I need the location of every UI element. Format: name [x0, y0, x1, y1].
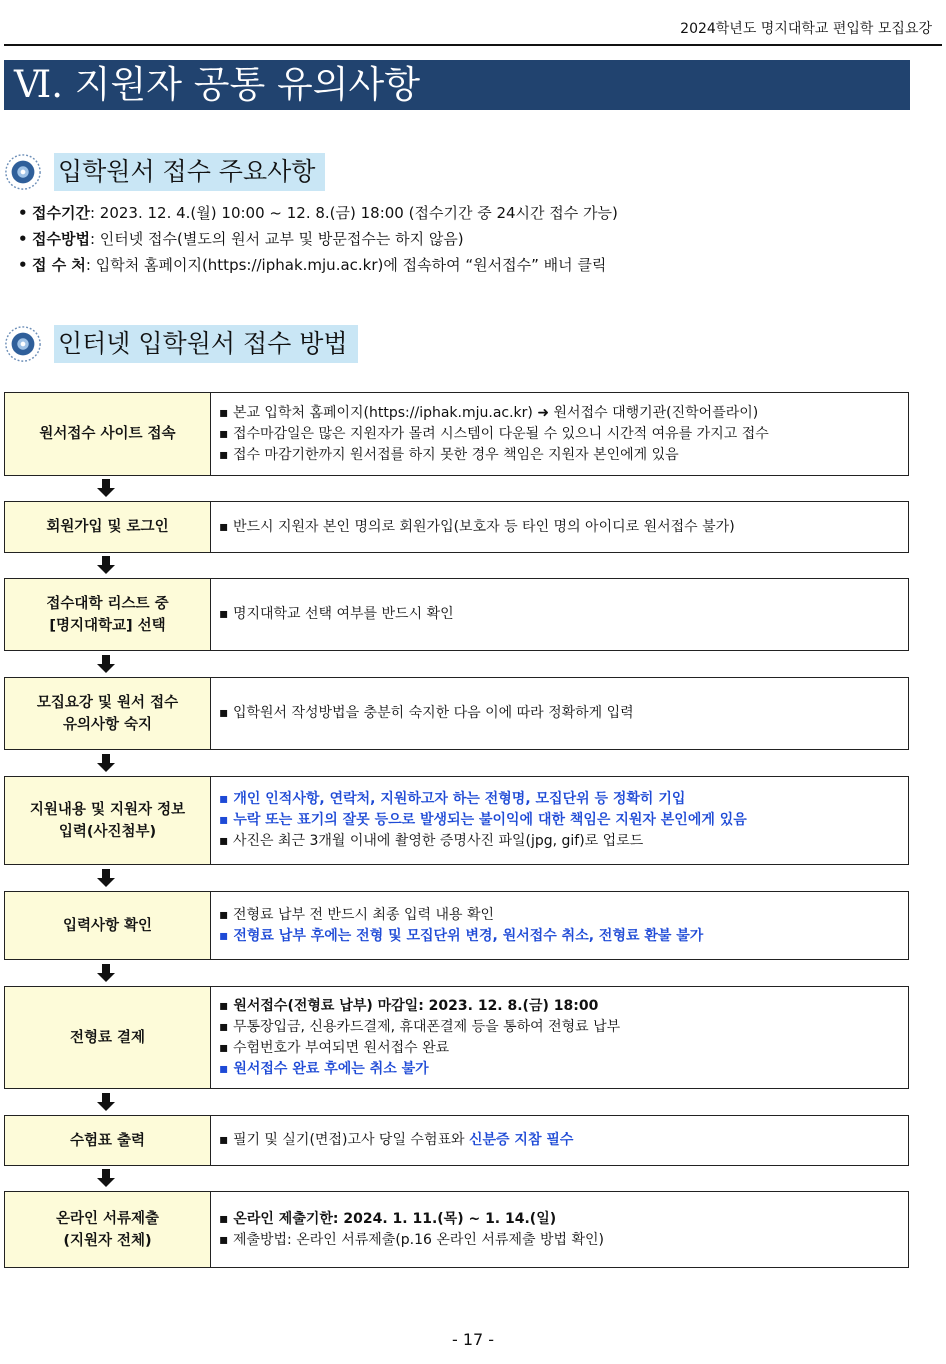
- detail-line: ▪ 전형료 납부 전 반드시 최종 입력 내용 확인: [219, 906, 494, 923]
- section-heading-internet-application: [4, 324, 358, 364]
- arrow-down-icon: [96, 555, 116, 575]
- detail-line: ▪ 접수 마감기한까지 원서접를 하지 못한 경우 책임은 지원자 본인에게 있음: [219, 446, 679, 463]
- bullet-icon: •: [18, 204, 28, 222]
- chapter-banner: Ⅵ. 지원자 공통 유의사항: [4, 60, 910, 110]
- detail-line: ▪ 원서접수 완료 후에는 취소 불가: [219, 1060, 429, 1077]
- detail-line: ▪ 개인 인적사항, 연락처, 지원하고자 하는 전형명, 모집단위 등 정확히 기입: [219, 791, 686, 807]
- step-label: 모집요강 및 원서 접수 유의사항 숙지: [5, 678, 211, 749]
- step-site-access: [4, 392, 909, 476]
- arrow-down-icon: [96, 963, 116, 983]
- step-pay-fee: [4, 986, 909, 1089]
- step-label: 전형료 결제: [5, 987, 211, 1088]
- step-details: [211, 1116, 908, 1165]
- detail-line: ▪ 명지대학교 선택 여부를 반드시 확인: [219, 606, 454, 622]
- item-label: 접수방법: [32, 230, 90, 248]
- step-label: 수험표 출력: [5, 1116, 211, 1165]
- arrow-down-icon: [96, 478, 116, 498]
- item-text: : 인터넷 접수(별도의 원서 교부 및 방문접수는 하지 않음): [89, 230, 464, 248]
- arrow-down-icon: [96, 654, 116, 674]
- item-label: 접 수 처: [32, 256, 86, 274]
- detail-line: ▪ 무통장입금, 신용카드결제, 휴대폰결제 등을 통하여 전형료 납부: [219, 1018, 621, 1035]
- detail-line: ▪ 수험번호가 부여되면 원서접수 완료: [219, 1039, 450, 1056]
- arrow-down-icon: [96, 868, 116, 888]
- detail-line: ▪ 반드시 지원자 본인 명의로 회원가입(보호자 등 타인 명의 아이디로 원서접수 불가): [219, 518, 735, 535]
- detail-line: ▪ 전형료 납부 후에는 전형 및 모집단위 변경, 원서접수 취소, 전형료 환불 불가: [219, 927, 704, 944]
- detail-line: ▪ 온라인 제출기한: 2024. 1. 11.(목) ~ 1. 14.(일): [219, 1210, 557, 1227]
- section-title: 입학원서 접수 주요사항: [54, 153, 325, 191]
- detail-line: ▪ 접수마감일은 많은 지원자가 몰려 시스템이 다운될 수 있으니 시간적 여유를 가지고 접수: [219, 425, 769, 442]
- item-label: 접수기간: [32, 204, 90, 222]
- arrow-down-icon: [96, 1092, 116, 1112]
- step-review-entries: [4, 891, 909, 960]
- list-item: [18, 252, 918, 278]
- step-label: 접수대학 리스트 중 [명지대학교] 선택: [5, 579, 211, 650]
- university-emblem-icon: [4, 325, 42, 363]
- step-details: [211, 678, 908, 749]
- step-details: [211, 579, 908, 650]
- step-enter-information: [4, 776, 909, 865]
- detail-line: ▪ 필기 및 실기(면접)고사 당일 수험표와 신분증 지참 필수: [219, 1132, 574, 1148]
- bullet-icon: •: [18, 256, 28, 274]
- step-details: [211, 777, 908, 864]
- detail-line: ▪ 누락 또는 표기의 잘못 등으로 발생되는 불이익에 대한 책임은 지원자 본인에게 있음: [219, 812, 747, 828]
- university-emblem-icon: [4, 153, 42, 191]
- step-label: 입력사항 확인: [5, 892, 211, 959]
- section-heading-application-summary: [4, 152, 325, 192]
- detail-line: ▪ 입학원서 작성방법을 충분히 숙지한 다음 이에 따라 정확하게 입력: [219, 705, 634, 721]
- list-item: [18, 226, 918, 252]
- detail-line: ▪ 원서접수(전형료 납부) 마감일: 2023. 12. 8.(금) 18:00: [219, 997, 599, 1014]
- page-number: - 17 -: [451, 1330, 495, 1349]
- list-item: [18, 200, 918, 226]
- step-label: 지원내용 및 지원자 정보 입력(사진첨부): [5, 777, 211, 864]
- arrow-down-icon: [96, 753, 116, 773]
- step-details: [211, 892, 908, 959]
- step-signup-login: [4, 501, 909, 553]
- detail-line: ▪ 본교 입학처 홈페이지(https://iphak.mju.ac.kr) ➜ 원서접수 대행기관(진학어플라이): [219, 404, 759, 421]
- bullet-icon: •: [18, 230, 28, 248]
- step-print-ticket: [4, 1115, 909, 1166]
- header-divider: [4, 44, 942, 46]
- step-details: [211, 987, 908, 1088]
- detail-line: ▪ 사진은 최근 3개월 이내에 촬영한 증명사진 파일(jpg, gif)로 업로드: [219, 833, 644, 849]
- step-details: [211, 1192, 908, 1267]
- document-header-title: 2024학년도 명지대학교 편입학 모집요강: [680, 21, 932, 37]
- step-details: [211, 393, 908, 475]
- section-title: 인터넷 입학원서 접수 방법: [54, 325, 358, 363]
- detail-line: ▪ 제출방법: 온라인 서류제출(p.16 온라인 서류제출 방법 확인): [219, 1231, 604, 1248]
- step-online-document-submission: [4, 1191, 909, 1268]
- step-label: 원서접수 사이트 접속: [5, 393, 211, 475]
- item-text: : 2023. 12. 4.(월) 10:00 ~ 12. 8.(금) 18:00 (접수기간 중 24시간 접수 가능): [89, 204, 618, 222]
- emphasis-text: 신분증 지참 필수: [468, 1132, 574, 1148]
- application-summary-list: [18, 200, 918, 278]
- step-details: [211, 502, 908, 552]
- arrow-down-icon: [96, 1168, 116, 1188]
- step-read-guidelines: [4, 677, 909, 750]
- step-label: 회원가입 및 로그인: [5, 502, 211, 552]
- step-select-university: [4, 578, 909, 651]
- item-text: : 입학처 홈페이지(https://iphak.mju.ac.kr)에 접속하여 “원서접수” 배너 클릭: [85, 256, 607, 274]
- step-label: 온라인 서류제출 (지원자 전체): [5, 1192, 211, 1267]
